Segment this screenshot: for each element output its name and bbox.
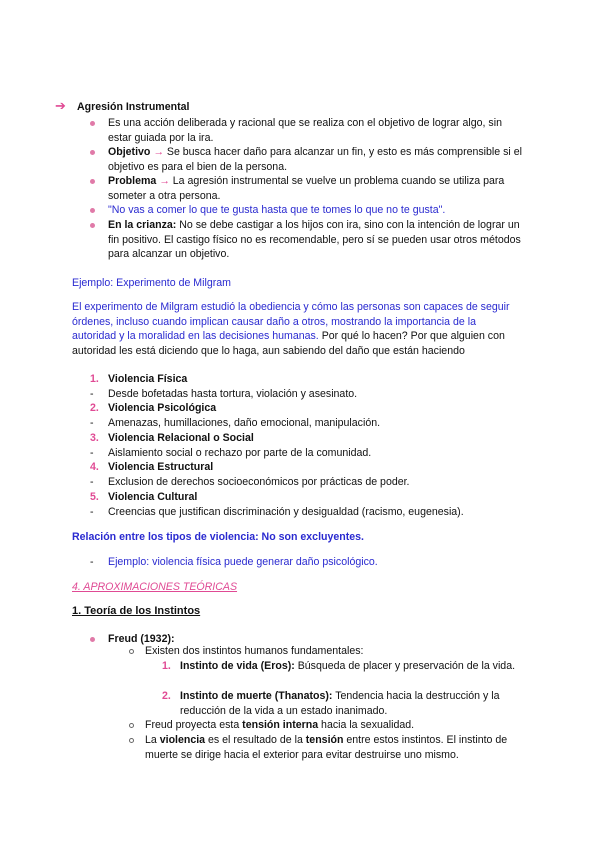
example-black-text: Por qué lo hacen? Por que alguien con autoridad les está diciendo que lo haga, aun sabiendo del daño que están haciendo (72, 330, 505, 357)
objective-label: Objetivo (108, 146, 151, 158)
bullet-icon (90, 208, 95, 213)
problem-text: La agresión instrumental se vuelve un problema cuando se utiliza para someter a otra persona. (108, 175, 505, 202)
bullet-icon (90, 223, 95, 228)
violence-type-title: Violencia Estructural (108, 461, 214, 474)
section-title: 4. APROXIMACIONES TEÓRICAS (72, 581, 238, 593)
list-item: Existen dos instintos humanos fundamentales: (145, 645, 364, 657)
crianza-text: No se debe castigar a los hijos con ira, sino con la intención de lograr un fin positivo. El castigo físico no es recomendable, pero sí se pueden usar otros métodos para alcanzar un objetivo. (108, 219, 521, 261)
text-part: Freud proyecta esta (145, 719, 243, 731)
example-blue-text: El experimento de Milgram estudió la obediencia y cómo las personas son capaces de seguir órdenes, incluso cuando implican causar daño a otros, mostrando la importancia de la autoridad y la moralidad en las decisiones humanas. (72, 301, 510, 343)
list-item (180, 689, 520, 718)
arrow-inline: → (150, 146, 167, 158)
list-item (145, 718, 414, 733)
violence-type-title: Violencia Relacional o Social (108, 431, 254, 444)
section-heading: Agresión Instrumental (77, 101, 190, 113)
list-item (108, 218, 528, 262)
text-part: es el resultado de la (205, 734, 306, 746)
circle-bullet-icon (129, 723, 134, 728)
list-number: 5. (90, 490, 99, 503)
list-item (145, 733, 525, 762)
section-subtitle: 1. Teoría de los Instintos (72, 605, 201, 617)
example-title: Ejemplo: Experimento de Milgram (72, 277, 231, 289)
violence-type-desc: Creencias que justifican discriminación y desigualdad (racismo, eugenesia). (108, 505, 464, 518)
freud-label: Freud (1932): (108, 633, 175, 645)
list-number: 1. (90, 373, 99, 385)
list-item (108, 174, 528, 203)
thanatos-label: Instinto de muerte (Thanatos): (180, 690, 333, 702)
arrow-inline: → (156, 175, 173, 187)
list-number: 1. (162, 660, 171, 672)
list-number: 2. (90, 402, 99, 415)
bullet-icon (90, 637, 95, 642)
list-item (180, 659, 520, 674)
list-number: 2. (162, 690, 171, 702)
list-number: 3. (90, 431, 99, 444)
violence-type-title: Violencia Psicológica (108, 402, 217, 415)
list-item (108, 145, 528, 174)
relation-heading: Relación entre los tipos de violencia: No son excluyentes. (72, 531, 365, 543)
tension-bold: tensión interna (242, 719, 319, 731)
dash-icon: - (90, 417, 94, 430)
objective-text: Se busca hacer daño para alcanzar un fin, y esto es más comprensible si el objetivo es para el bien de la persona. (108, 146, 522, 173)
dash-icon: - (90, 388, 94, 400)
violence-type-desc: Desde bofetadas hasta tortura, violación y asesinato. (108, 388, 358, 400)
violence-type-title: Violencia Física (108, 373, 188, 385)
violence-bold: violencia (159, 734, 206, 746)
bullet-icon (90, 179, 95, 184)
dash-icon: - (90, 476, 94, 489)
example-paragraph (72, 300, 522, 358)
list-number: 4. (90, 461, 99, 474)
eros-label: Instinto de vida (Eros): (180, 660, 295, 672)
relation-example: Ejemplo: violencia física puede generar daño psicológico. (108, 556, 378, 568)
problem-label: Problema (108, 175, 157, 187)
list-item: Es una acción deliberada y racional que se realiza con el objetivo de lograr algo, sin estar guiada por la ira. (108, 117, 502, 144)
circle-bullet-icon (129, 649, 134, 654)
dash-icon: - (90, 505, 94, 518)
dash-icon: - (90, 446, 94, 459)
eros-text: Búsqueda de placer y preservación de la vida. (294, 660, 516, 672)
bullet-icon (90, 150, 95, 155)
arrow-icon: ➔ (55, 98, 66, 113)
text-part: hacia la sexualidad. (318, 719, 415, 731)
violence-type-desc: Exclusion de derechos socioeconómicos por prácticas de poder. (108, 476, 410, 489)
tension-bold: tensión (305, 734, 344, 746)
bullet-icon (90, 121, 95, 126)
quote-item: "No vas a comer lo que te gusta hasta que te tomes lo que no te gusta". (108, 204, 446, 216)
thanatos-text: Tendencia hacia la destrucción y la reducción de la vida a un estado inanimado. (180, 690, 500, 717)
text-part: entre estos instintos. El instinto de muerte se dirige hacia el exterior para evitar destruirse uno mismo. (145, 734, 508, 761)
text-part: La (145, 734, 160, 746)
dash-icon: - (90, 556, 94, 568)
circle-bullet-icon (129, 738, 134, 743)
violence-type-desc: Aislamiento social o rechazo por parte de la comunidad. (108, 446, 372, 459)
crianza-label: En la crianza: (108, 219, 177, 231)
violence-type-desc: Amenazas, humillaciones, daño emocional, manipulación. (108, 417, 381, 430)
violence-type-title: Violencia Cultural (108, 490, 198, 503)
